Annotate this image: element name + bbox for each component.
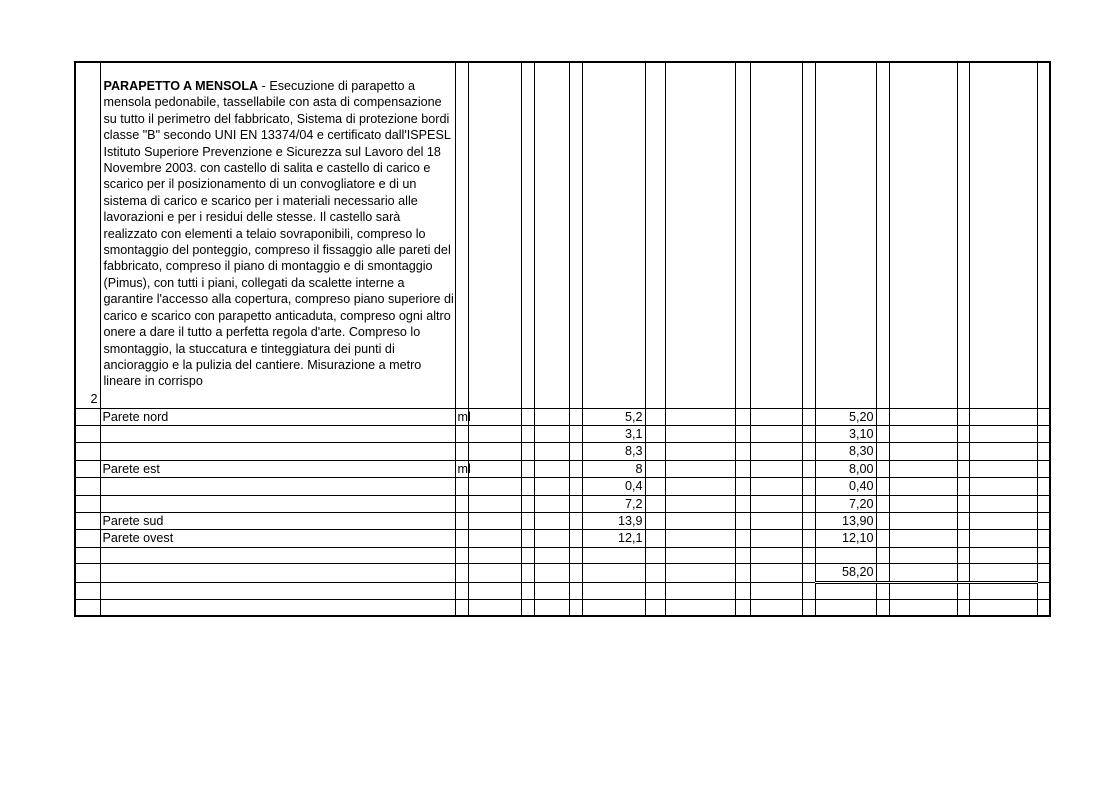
row-label [100, 478, 455, 495]
row-amount: 7,20 [815, 495, 876, 512]
item-index: 2 [75, 62, 100, 408]
row-quantity [582, 547, 645, 563]
row-unit [455, 530, 468, 547]
row-quantity: 5,2 [582, 408, 645, 425]
row-quantity: 7,2 [582, 495, 645, 512]
row-amount: 8,00 [815, 460, 876, 477]
row-amount: 3,10 [815, 425, 876, 442]
table-row [75, 495, 1050, 512]
table-row [75, 599, 1050, 616]
table-row [75, 547, 1050, 563]
row-quantity: 0,4 [582, 478, 645, 495]
row-amount: 5,20 [815, 408, 876, 425]
row-unit [455, 512, 468, 529]
row-label: Parete ovest [100, 530, 455, 547]
table-row [75, 478, 1050, 495]
row-label: Parete est [100, 460, 455, 477]
table-row [75, 408, 1050, 425]
row-label [100, 443, 455, 460]
item-title: PARAPETTO A MENSOLA [103, 79, 259, 93]
item-description-text: - Esecuzione di parapetto a mensola pedonabile, tassellabile con asta di compensazione su tutto il perimetro del fabbricato, Sistema di protezione bordi classe "B" secondo UNI EN 13374/04 e certificato dall'ISPESL Istituto Superiore Prevenzione e Sicurezza sul Lavoro del 18 Novembre 2003. con castello di salita e castello di carico e scarico per il posizionamento di un convogliatore e di un sistema di carico e scarico per i materiali necessario alle lavorazioni e per i residui delle stesse. Il castello sarà realizzato con elementi a telaio sovraponibili, compreso lo smontaggio del ponteggio, compreso il fissaggio alle pareti del fabbricato, compreso il piano di montaggio e di smontaggio (Pimus), con tutti i piani, collegati da scalette interne a garantire l'accesso alla copertura, compreso piano superiore di carico e scarico con parapetto anticaduta, compreso ogni altro onere a dare il tutto a perfetta regola d'arte. Compreso lo smontaggio, la stuccatura e tinteggiatura dei punti di ancioraggio e la pulizia del cantiere. Misurazione a metro lineare in corrispo [103, 79, 454, 389]
row-quantity: 8,3 [582, 443, 645, 460]
row-quantity: 13,9 [582, 512, 645, 529]
row-quantity: 8 [582, 460, 645, 477]
row-unit: ml [455, 460, 468, 477]
total-row [75, 564, 1050, 582]
row-label [100, 547, 455, 563]
table-row [75, 460, 1050, 477]
row-amount [815, 547, 876, 563]
total-amount: 58,20 [815, 564, 876, 582]
item-description [100, 62, 455, 408]
row-quantity: 3,1 [582, 425, 645, 442]
row-unit [455, 425, 468, 442]
description-row [75, 62, 1050, 408]
row-amount: 12,10 [815, 530, 876, 547]
table-row [75, 582, 1050, 599]
row-quantity: 12,1 [582, 530, 645, 547]
table-row [75, 512, 1050, 529]
row-unit [455, 478, 468, 495]
row-unit [455, 495, 468, 512]
table-row [75, 443, 1050, 460]
row-label: Parete sud [100, 512, 455, 529]
row-label [100, 495, 455, 512]
table-row [75, 425, 1050, 442]
row-amount: 8,30 [815, 443, 876, 460]
row-unit: ml [455, 408, 468, 425]
row-label: Parete nord [100, 408, 455, 425]
row-amount: 13,90 [815, 512, 876, 529]
row-unit [455, 547, 468, 563]
row-unit [455, 443, 468, 460]
computo-table [74, 61, 1051, 617]
row-label [100, 425, 455, 442]
row-amount: 0,40 [815, 478, 876, 495]
table-row [75, 530, 1050, 547]
